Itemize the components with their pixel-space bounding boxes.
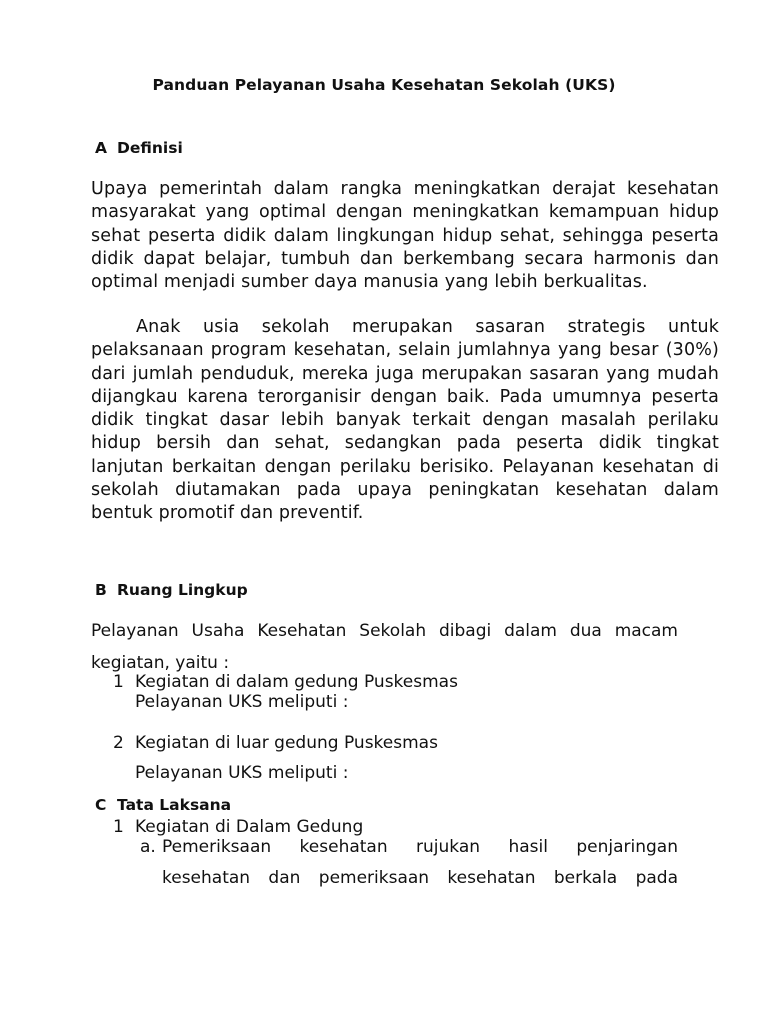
scope-item-2-number: 2 bbox=[113, 733, 124, 753]
scope-item-1-number: 1 bbox=[113, 672, 124, 692]
section-c-title: Tata Laksana bbox=[117, 796, 232, 814]
section-c-heading bbox=[95, 796, 231, 814]
definition-paragraph-2 bbox=[91, 316, 719, 526]
scope-intro-line-2: kegiatan, yaitu : bbox=[91, 653, 230, 673]
procedure-item-1-number: 1 bbox=[113, 817, 124, 837]
scope-item-2 bbox=[113, 733, 438, 753]
procedure-item-1 bbox=[113, 817, 363, 837]
section-a-heading bbox=[95, 139, 183, 157]
section-b-heading bbox=[95, 581, 248, 599]
scope-item-1-label: Kegiatan di dalam gedung Puskesmas bbox=[135, 672, 458, 692]
section-b-title: Ruang Lingkup bbox=[117, 581, 248, 599]
definition-paragraph-2-text: Anak usia sekolah merupakan sasaran strategis untuk pelaksanaan program kesehatan, selain jumlahnya yang besar (30%) dari jumlah penduduk, mereka juga merupakan sasaran yang mudah dijangkau karena terorganisir dengan baik. Pada umumnya peserta didik tingkat dasar lebih banyak terkait dengan masalah perilaku hidup bersih dan sehat, sedangkan pada peserta didik tingkat lanjutan berkaitan dengan perilaku berisiko. Pelayanan kesehatan di sekolah diutamakan pada upaya peningkatan kesehatan dalam bentuk promotif dan preventif. bbox=[91, 317, 719, 524]
section-b-letter: B bbox=[95, 581, 107, 599]
procedure-sub-a-line-1 bbox=[140, 837, 678, 857]
section-c-letter: C bbox=[95, 796, 107, 814]
scope-item-1 bbox=[113, 672, 458, 692]
scope-intro-line-1: Pelayanan Usaha Kesehatan Sekolah dibagi dalam dua macam bbox=[91, 621, 678, 641]
procedure-item-1-label: Kegiatan di Dalam Gedung bbox=[135, 817, 364, 837]
procedure-sub-a-marker: a. bbox=[140, 837, 156, 857]
definition-paragraph-1: Upaya pemerintah dalam rangka meningkatkan derajat kesehatan masyarakat yang optimal dengan meningkatkan kemampuan hidup sehat peserta didik dalam lingkungan hidup sehat, sehingga peserta didik dapat belajar, tumbuh dan berkembang secara harmonis dan optimal menjadi sumber daya manusia yang lebih berkualitas. bbox=[91, 179, 719, 293]
scope-item-2-label: Kegiatan di luar gedung Puskesmas bbox=[135, 733, 438, 753]
section-a-letter: A bbox=[95, 139, 107, 157]
section-a-title: Definisi bbox=[117, 139, 183, 157]
scope-item-2-detail: Pelayanan UKS meliputi : bbox=[135, 763, 349, 783]
procedure-sub-a-line-2: kesehatan dan pemeriksaan kesehatan berkala pada bbox=[162, 868, 678, 888]
procedure-sub-a-text-1: Pemeriksaan kesehatan rujukan hasil penjaringan bbox=[162, 837, 678, 857]
document-title: Panduan Pelayanan Usaha Kesehatan Sekolah (UKS) bbox=[152, 76, 616, 94]
scope-item-1-detail: Pelayanan UKS meliputi : bbox=[135, 692, 349, 712]
